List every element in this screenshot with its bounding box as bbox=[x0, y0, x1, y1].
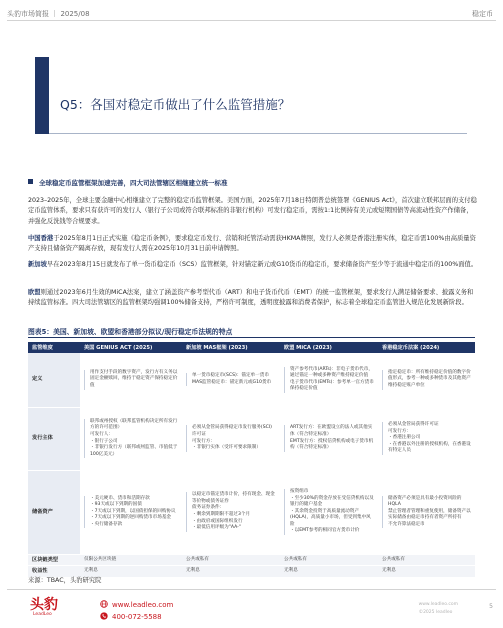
globe-icon bbox=[100, 600, 108, 608]
table-cell: 必须从金管局获得许可证 可发行方： ・香港注册公司 ・在香港以外注册的授权机构，在香港设有特定人员 bbox=[382, 422, 471, 455]
table-cell: 单一货币稳定币(SCS)：锚定单一货币 MAS监管稳定币：锚定新元或G10货币 bbox=[186, 373, 276, 386]
title-accent-block bbox=[35, 57, 49, 134]
paragraph-singapore-text: 早在2023年8月15日就发布了单一货币稳定币（SCS）监管框架，针对锚定新元或G10货币的稳定币，要求储备资产至少等于流通中稳定币的100%面值。 bbox=[46, 261, 478, 268]
table-cell: 无利息 bbox=[378, 566, 475, 578]
table-cell: 必须从金管局获得稳定币发行服务(SCI)许可证 可发行方： ・非银行实体（受许可要求限制） bbox=[186, 425, 276, 451]
regulation-comparison-table bbox=[28, 342, 475, 578]
table-cell: ・美元硬币、货币和活期存款 ・93天或以下到期的国债 ・7天或以下到期，以国债担保的回购协议 ・7天或以下到期的逆回购货币市场基金 ・央行储备存款 bbox=[84, 496, 178, 529]
paragraph-singapore bbox=[28, 260, 478, 270]
source-note: 来源：TBAC，头豹研究院 bbox=[28, 577, 102, 584]
table-cell: 公共或私有 bbox=[280, 554, 378, 566]
section-question-title: Q5：各国对稳定币做出了什么监管措施？ bbox=[60, 97, 291, 112]
row-label: 发行主体 bbox=[28, 407, 80, 470]
row-label: 区块链类型 bbox=[28, 554, 80, 566]
table-cell: 按资组币 ・至少30%的资金存放在受信贷机构以及银行的储户基金 ・其余资金投资于高质量流动资产(HQLA)，高质量小市场，但受到集中风险 ・以EMT参考的相同官方货币计价 bbox=[284, 489, 374, 535]
table-cell: 储备资产必须是具有最小投资风险的HQLA 禁止管理者管理和重复使用，储备资产以实际储备由稳定币持有者资产所持有 不允许算法稳定币 bbox=[382, 496, 471, 529]
footer-right-line: www.leadleo.com bbox=[418, 602, 458, 607]
paragraph-usa-text: 2023–2025年，全球主要金融中心相继建立了完整的稳定币监管框架。美国方面，2025年7月18日特朗普总统签署《GENIUS Act》，首次建立联邦层面的支付稳定币监管体系，要求只有获许可的发行人（银行子公司或符合联邦标准的非银行机构）可发行稳定币，需按1:1比例持有美元或短期国债等高流动性资产作储备，并强化反洗钱等合规要求。 bbox=[28, 197, 477, 225]
table-header-row bbox=[28, 342, 475, 353]
table-cell: 用作支付手段的数字资产，发行方有义务以固定金额赎回，维持于稳定资产保持稳定价值 bbox=[84, 370, 178, 390]
table-row bbox=[28, 554, 475, 566]
key-point-text: 全球稳定币监管框架加速完善，四大司法管辖区相继建立统一标准 bbox=[39, 179, 228, 187]
row-label: 收益性 bbox=[28, 566, 80, 578]
paragraph-hongkong-text: 于2025年8月1日正式实施《稳定币条例》，要求稳定币发行、营销和托管活动需获HKMA牌照，发行人必须是香港注册实体，稳定币需100%由高质量资产支持且储备资产隔离存放，现有发行人需在2025年10月31日前申请牌照。 bbox=[28, 235, 476, 253]
paragraph-usa bbox=[28, 196, 478, 227]
paragraph-singapore-lead: 新加坡 bbox=[28, 261, 47, 268]
table-cell: 公共或私有 bbox=[378, 554, 475, 566]
paragraph-hongkong-lead: 中国香港 bbox=[28, 235, 54, 242]
title-underline bbox=[49, 133, 467, 134]
key-point-heading bbox=[28, 178, 228, 187]
table-cell: 无利息 bbox=[280, 566, 378, 578]
footer-right-line: ©2025 leadleo bbox=[418, 610, 453, 615]
table-cell: 无利息 bbox=[80, 566, 182, 578]
footer-website-text: www.leadleo.com bbox=[112, 601, 174, 609]
page-header bbox=[0, 6, 503, 26]
header-divider bbox=[7, 20, 496, 21]
footer-divider bbox=[7, 589, 496, 590]
phone-icon bbox=[100, 612, 108, 620]
table-header-cell: 美国 GENIUS ACT (2025) bbox=[80, 342, 182, 353]
table-cell: 无利息 bbox=[182, 566, 280, 578]
row-label: 定义 bbox=[28, 353, 80, 407]
paragraph-eu bbox=[28, 288, 478, 309]
table-cell: 资产参考代币(ARTs)：非电子货币代币，通过锚定一种或多种资产维持稳定价值 电子货币代币(EMTs)：参考单一官方货币保持稳定价值 bbox=[284, 367, 374, 393]
table-cell: 公共或私有 bbox=[182, 554, 280, 566]
table-header-cell: 欧盟 MiCA (2023) bbox=[280, 342, 378, 353]
logo-chinese-text: 头豹 bbox=[30, 597, 58, 613]
figure-title: 图表5：美国、新加坡、欧盟和香港部分拟议/现行稳定币法规的特点 bbox=[28, 328, 233, 336]
table-cell: 以稳定币锚定货币计价，持有现金、现金等价物或债务证券 债务证券条件： ・剩余到期期限不超过3个月 ・由政府或国际组织发行 ・最低信用评级为"AA-" bbox=[186, 492, 276, 532]
table-row bbox=[28, 470, 475, 554]
page-number: 5 bbox=[489, 603, 493, 610]
leadleo-logo bbox=[30, 594, 80, 620]
table-header-cell: 新加坡 MAS框架 (2023) bbox=[182, 342, 280, 353]
paragraph-eu-text: 则通过2023年6月生效的MiCA法案，建立了涵盖资产参考型代币（ART）和电子货币代币（EMT）的统一监管框架，要求发行人满足储备要求、披露义务和持续监管标准。四大司法管辖区的监管框架均强调100%储备支持，严格许可制度，透明度披露和消费者保护，标志着全球稳定币监管进入规范化发展新阶段。 bbox=[28, 289, 474, 307]
logo-english-text: LeadLeo bbox=[33, 612, 52, 617]
table-row bbox=[28, 353, 475, 407]
table-header-cell: 监管维度 bbox=[28, 342, 80, 353]
table-header-cell: 香港稳定币法案 (2024) bbox=[378, 342, 475, 353]
footer-website-link[interactable] bbox=[100, 600, 173, 609]
bullet-square-icon bbox=[28, 179, 33, 184]
table-cell: 联邦或州授权（联邦监管机构决定所有发行方的许可范围） 可发行人： ・银行子公司 ・非银行发行方（联邦或州监管、市值低于100亿美元） bbox=[84, 419, 178, 459]
table-cell: 仅限公共区块链 bbox=[80, 554, 182, 566]
paragraph-eu-lead: 欧盟 bbox=[28, 289, 41, 296]
table-cell: ART发行方：在欧盟设立的法人或其他实体（符合特定标准） EMT发行方：授权信贷机构或电子货币机构（符合特定标准） bbox=[284, 425, 374, 451]
footer-phone-text: 400-072-5588 bbox=[112, 613, 162, 621]
header-publication: 头豹市场简报 ｜ 2025/08 bbox=[7, 10, 90, 18]
footer-phone-link[interactable] bbox=[100, 612, 162, 621]
paragraph-hongkong bbox=[28, 234, 478, 255]
table-row bbox=[28, 407, 475, 470]
footer-copyright bbox=[419, 601, 458, 617]
header-topic: 稳定币 bbox=[472, 10, 493, 18]
table-cell: 指定稳定币：所有维持稳定价值的数字价值形式，参考一种或多种货币及其他资产维持稳定账户单位 bbox=[382, 370, 471, 390]
figure-title-rule bbox=[28, 337, 475, 338]
row-label: 储备资产 bbox=[28, 470, 80, 554]
